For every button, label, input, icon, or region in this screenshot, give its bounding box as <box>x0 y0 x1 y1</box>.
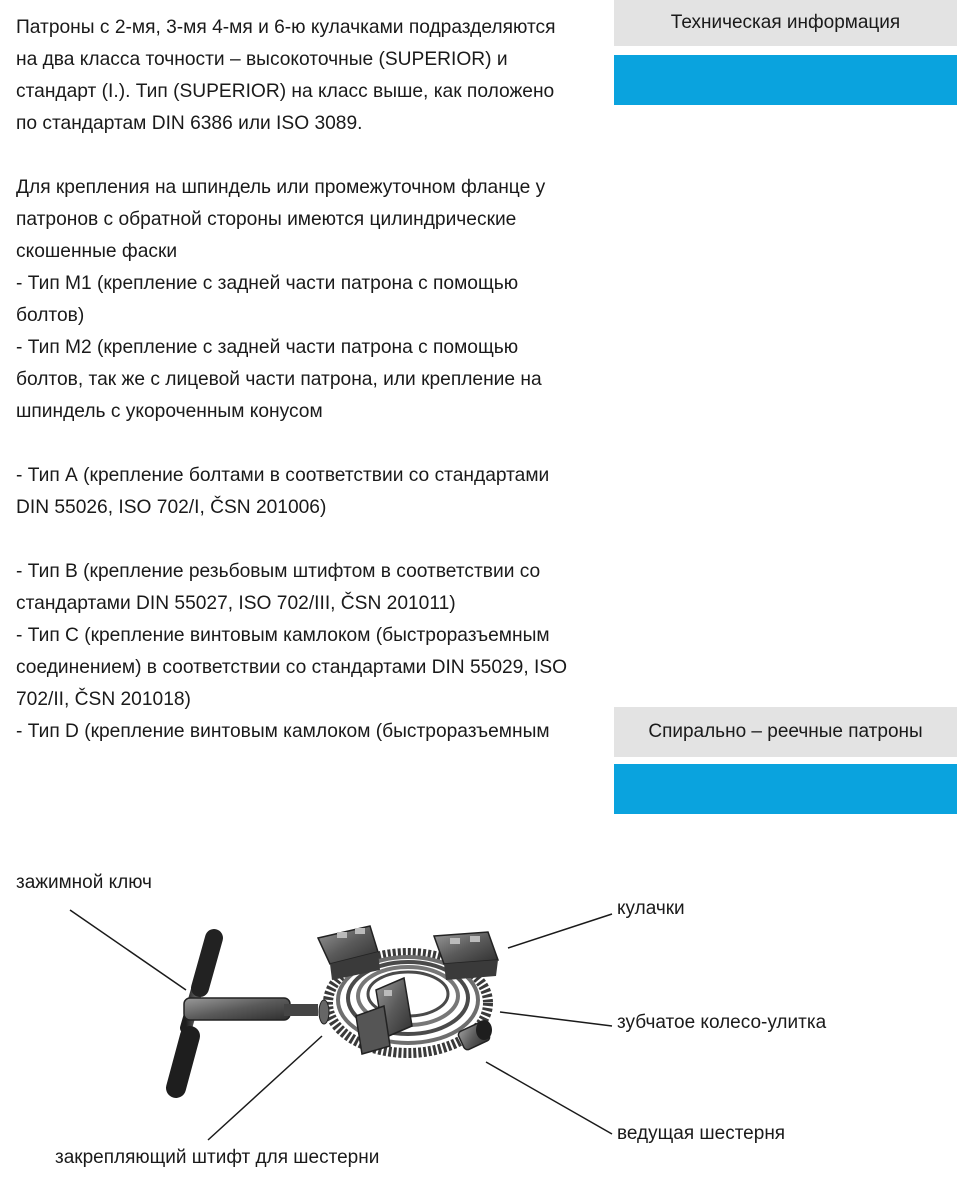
section-tab-scroll-chucks: Спирально – реечные патроны <box>614 707 957 757</box>
body-text <box>16 12 616 746</box>
section-tab-technical-info: Техническая информация <box>614 0 957 46</box>
drive-pinion-icon <box>457 1020 492 1051</box>
label-locking-pin: закрепляющий штифт для шестерни <box>55 1147 380 1168</box>
leader-line-jaws <box>508 914 612 948</box>
leader-line-pin <box>208 1036 322 1140</box>
section-tab-bar-technical-info <box>614 55 957 105</box>
leader-line-pinion <box>486 1062 612 1134</box>
jaw-right-icon <box>434 932 498 980</box>
clamping-key-icon <box>176 938 329 1088</box>
paragraph-type-a: - Тип А (крепление болтами в соответствии со стандартами DIN 55026, ISO 702/I, ČSN 201006) <box>16 465 550 518</box>
section-tab-bar-scroll-chucks <box>614 764 957 814</box>
paragraph-mounting-intro: Для крепления на шпиндель или промежуточном фланце у патронов с обратной стороны имеются цилиндрические скошенные фаски <box>16 177 546 262</box>
paragraph-type-d: - Тип D (крепление винтовым камлоком (быстроразъемным <box>16 721 550 742</box>
paragraph-type-m2: - Тип М2 (крепление с задней части патрона с помощью болтов, так же с лицевой части патрона, или крепление на шпиндель с укороченным конусом <box>16 337 542 422</box>
chuck-parts-illustration <box>0 840 957 1200</box>
label-clamping-key: зажимной ключ <box>16 872 152 893</box>
jaw-left-icon <box>318 926 380 980</box>
paragraph-type-b: - Тип В (крепление резьбовым штифтом в соответствии со стандартами DIN 55027, ISO 702/III, ČSN 201011) <box>16 561 541 614</box>
label-jaws: кулачки <box>617 898 685 919</box>
label-drive-pinion: ведущая шестерня <box>617 1123 786 1144</box>
leader-line-scroll <box>500 1012 612 1026</box>
leader-line-key <box>70 910 186 990</box>
label-scroll-gear: зубчатое колесо-улитка <box>617 1012 827 1033</box>
paragraph-accuracy-classes: Патроны с 2-мя, 3-мя 4-мя и 6-ю кулачками подразделяются на два класса точности – высокоточные (SUPERIOR) и стандарт (I.). Тип (SUPERIOR) на класс выше, как положено по стандартам DIN 6386 или ISO 3089. <box>16 17 556 134</box>
paragraph-type-m1: - Тип М1 (крепление с задней части патрона с помощью болтов) <box>16 273 519 326</box>
paragraph-type-c: - Тип С (крепление винтовым камлоком (быстроразъемным соединением) в соответствии со стандартами DIN 55029, ISO 702/II, ČSN 201018) <box>16 625 568 710</box>
